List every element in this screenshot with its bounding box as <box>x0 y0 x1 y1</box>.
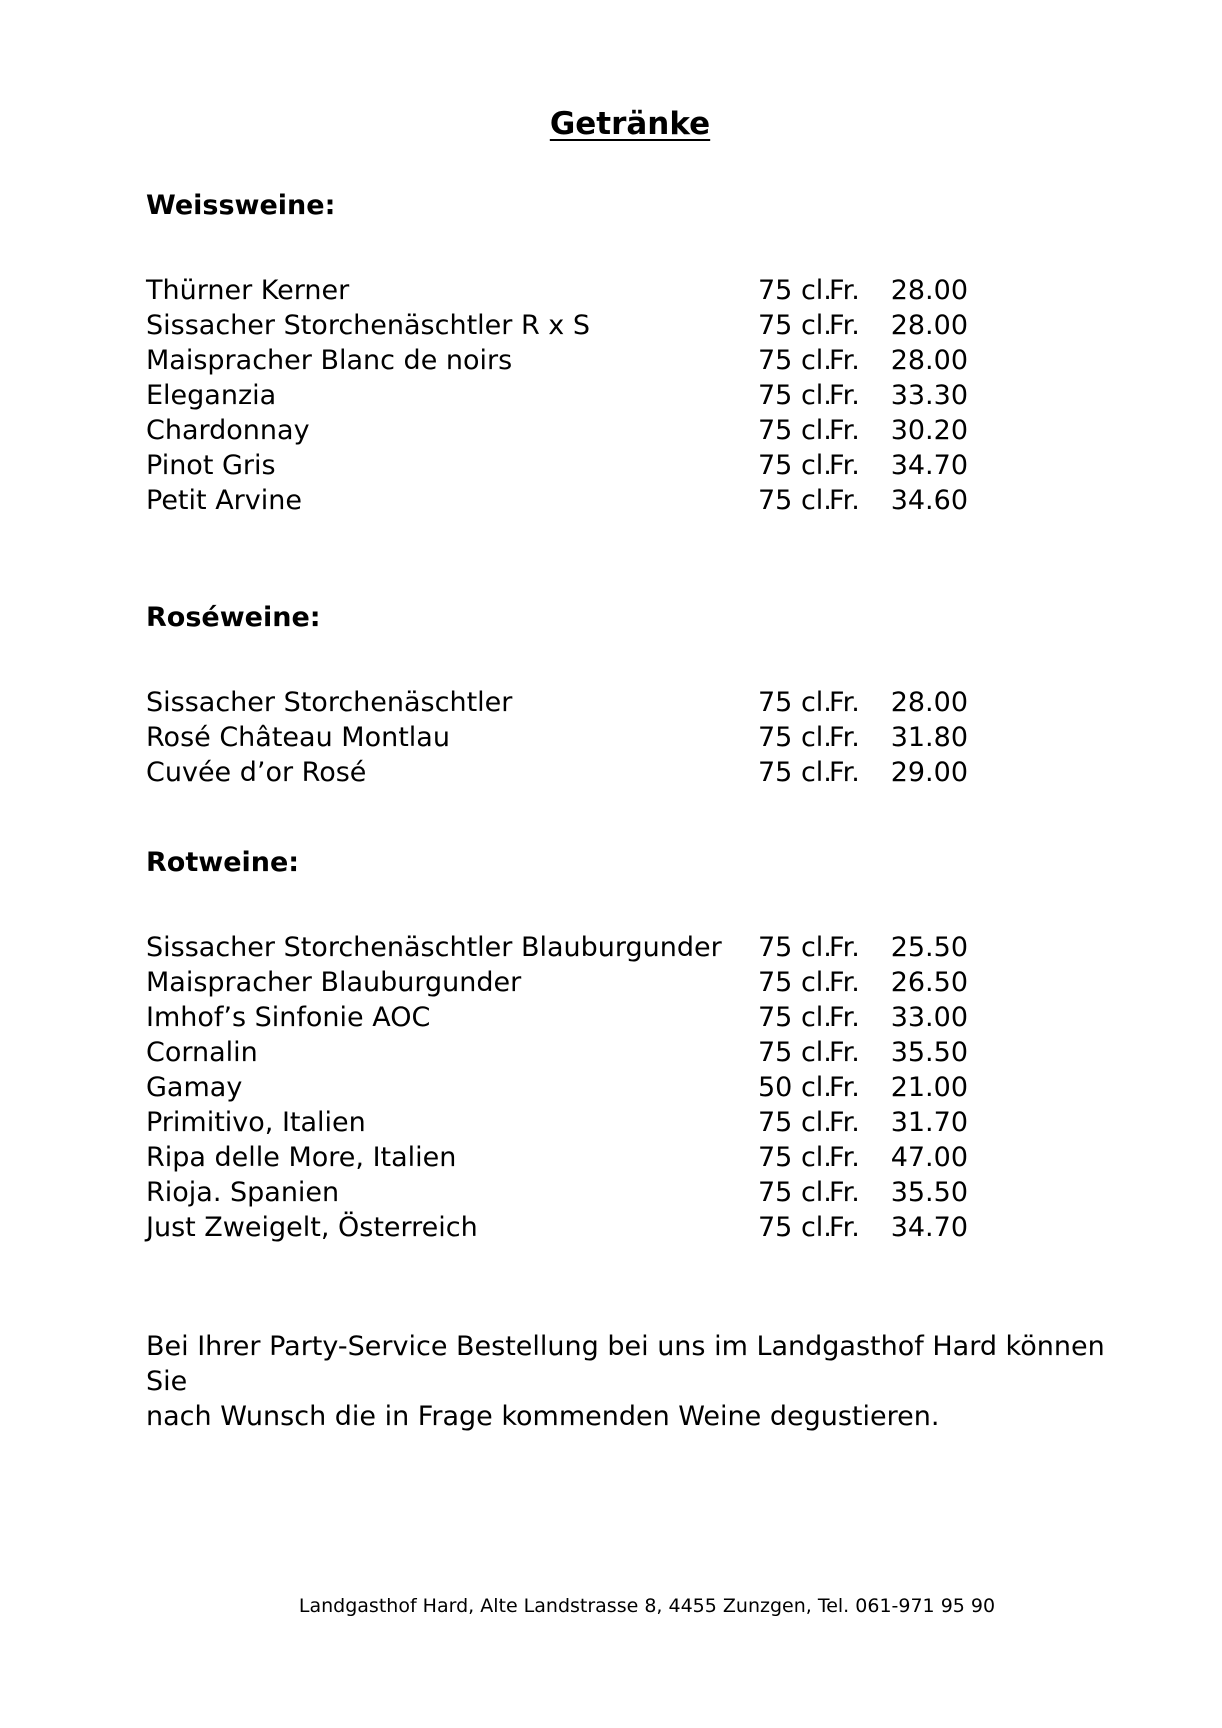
wine-price: 29.00 <box>890 757 968 788</box>
wine-name: Pinot Gris <box>146 450 276 481</box>
wine-price: 28.00 <box>890 310 968 341</box>
wine-currency: Fr. <box>829 932 860 963</box>
wine-item <box>146 720 1146 755</box>
wine-name: Primitivo, Italien <box>146 1107 366 1138</box>
wine-item <box>146 448 1146 483</box>
wine-item <box>146 930 1146 965</box>
wine-name: Petit Arvine <box>146 485 302 516</box>
wine-volume: 75 cl. <box>758 932 832 963</box>
wine-price: 34.60 <box>890 485 968 516</box>
wine-item <box>146 965 1146 1000</box>
wine-name: Thürner Kerner <box>146 275 350 306</box>
wine-currency: Fr. <box>829 1142 860 1173</box>
wine-currency: Fr. <box>829 275 860 306</box>
wine-name: Sissacher Storchenäschtler R x S <box>146 310 590 341</box>
wine-volume: 75 cl. <box>758 1142 832 1173</box>
section-heading: Weissweine: <box>146 190 336 221</box>
wine-volume: 75 cl. <box>758 687 832 718</box>
wine-price: 28.00 <box>890 687 968 718</box>
wine-price: 25.50 <box>890 932 968 963</box>
wine-volume: 75 cl. <box>758 967 832 998</box>
wine-name: Ripa delle More, Italien <box>146 1142 457 1173</box>
footer-address: Landgasthof Hard, Alte Landstrasse 8, 4455 Zunzgen, Tel. 061-971 95 90 <box>298 1595 996 1617</box>
wine-volume: 75 cl. <box>758 1037 832 1068</box>
wine-name: Imhof’s Sinfonie AOC <box>146 1002 431 1033</box>
wine-price: 35.50 <box>890 1177 968 1208</box>
wine-item <box>146 1035 1146 1070</box>
wine-volume: 75 cl. <box>758 1177 832 1208</box>
wine-price: 31.70 <box>890 1107 968 1138</box>
wine-name: Sissacher Storchenäschtler <box>146 687 513 718</box>
wine-price: 33.00 <box>890 1002 968 1033</box>
wine-currency: Fr. <box>829 1107 860 1138</box>
wine-name: Rosé Château Montlau <box>146 722 450 753</box>
section-heading: Roséweine: <box>146 602 321 633</box>
wine-volume: 75 cl. <box>758 450 832 481</box>
wine-item <box>146 685 1146 720</box>
wine-list <box>146 273 1146 518</box>
wine-volume: 50 cl. <box>758 1072 832 1103</box>
wine-item <box>146 1070 1146 1105</box>
wine-item <box>146 343 1146 378</box>
wine-name: Gamay <box>146 1072 243 1103</box>
wine-currency: Fr. <box>829 967 860 998</box>
wine-volume: 75 cl. <box>758 380 832 411</box>
section-heading: Rotweine: <box>146 847 300 878</box>
wine-currency: Fr. <box>829 1002 860 1033</box>
wine-name: Rioja. Spanien <box>146 1177 340 1208</box>
wine-item <box>146 1000 1146 1035</box>
wine-currency: Fr. <box>829 345 860 376</box>
wine-price: 33.30 <box>890 380 968 411</box>
wine-name: Maispracher Blanc de noirs <box>146 345 513 376</box>
wine-volume: 75 cl. <box>758 1212 832 1243</box>
section-rotweine <box>146 845 1146 1245</box>
wine-name: Cuvée d’or Rosé <box>146 757 367 788</box>
wine-name: Cornalin <box>146 1037 258 1068</box>
wine-volume: 75 cl. <box>758 722 832 753</box>
wine-price: 47.00 <box>890 1142 968 1173</box>
wine-name: Just Zweigelt, Österreich <box>146 1212 478 1243</box>
wine-item <box>146 378 1146 413</box>
wine-price: 31.80 <box>890 722 968 753</box>
wine-volume: 75 cl. <box>758 275 832 306</box>
wine-price: 26.50 <box>890 967 968 998</box>
page-title: Getränke <box>549 106 711 142</box>
wine-volume: 75 cl. <box>758 1107 832 1138</box>
wine-name: Eleganzia <box>146 380 277 411</box>
wine-currency: Fr. <box>829 757 860 788</box>
wine-currency: Fr. <box>829 450 860 481</box>
wine-volume: 75 cl. <box>758 757 832 788</box>
wine-currency: Fr. <box>829 1212 860 1243</box>
wine-name: Sissacher Storchenäschtler Blauburgunder <box>146 932 722 963</box>
wine-item <box>146 1140 1146 1175</box>
wine-item <box>146 413 1146 448</box>
wine-volume: 75 cl. <box>758 310 832 341</box>
wine-currency: Fr. <box>829 722 860 753</box>
wine-name: Chardonnay <box>146 415 310 446</box>
wine-name: Maispracher Blauburgunder <box>146 967 522 998</box>
wine-currency: Fr. <box>829 485 860 516</box>
wine-price: 34.70 <box>890 1212 968 1243</box>
section-weissweine <box>146 188 1146 518</box>
wine-currency: Fr. <box>829 687 860 718</box>
wine-list <box>146 930 1146 1245</box>
tasting-note-line: Bei Ihrer Party-Service Bestellung bei uns im Landgasthof Hard können Sie <box>146 1331 1105 1397</box>
wine-currency: Fr. <box>829 415 860 446</box>
wine-price: 30.20 <box>890 415 968 446</box>
section-roseweine <box>146 600 1146 790</box>
wine-volume: 75 cl. <box>758 485 832 516</box>
wine-item <box>146 755 1146 790</box>
wine-price: 21.00 <box>890 1072 968 1103</box>
wine-item <box>146 1105 1146 1140</box>
wine-item <box>146 483 1146 518</box>
wine-currency: Fr. <box>829 1037 860 1068</box>
wine-price: 34.70 <box>890 450 968 481</box>
wine-currency: Fr. <box>829 1072 860 1103</box>
wine-volume: 75 cl. <box>758 345 832 376</box>
wine-currency: Fr. <box>829 1177 860 1208</box>
wine-currency: Fr. <box>829 380 860 411</box>
wine-item <box>146 273 1146 308</box>
wine-price: 35.50 <box>890 1037 968 1068</box>
wine-list <box>146 685 1146 790</box>
tasting-note <box>146 1329 1146 1434</box>
wine-item <box>146 1175 1146 1210</box>
wine-volume: 75 cl. <box>758 415 832 446</box>
wine-price: 28.00 <box>890 345 968 376</box>
wine-price: 28.00 <box>890 275 968 306</box>
wine-currency: Fr. <box>829 310 860 341</box>
wine-item <box>146 308 1146 343</box>
wine-volume: 75 cl. <box>758 1002 832 1033</box>
wine-item <box>146 1210 1146 1245</box>
tasting-note-line: nach Wunsch die in Frage kommenden Weine degustieren. <box>146 1401 940 1432</box>
